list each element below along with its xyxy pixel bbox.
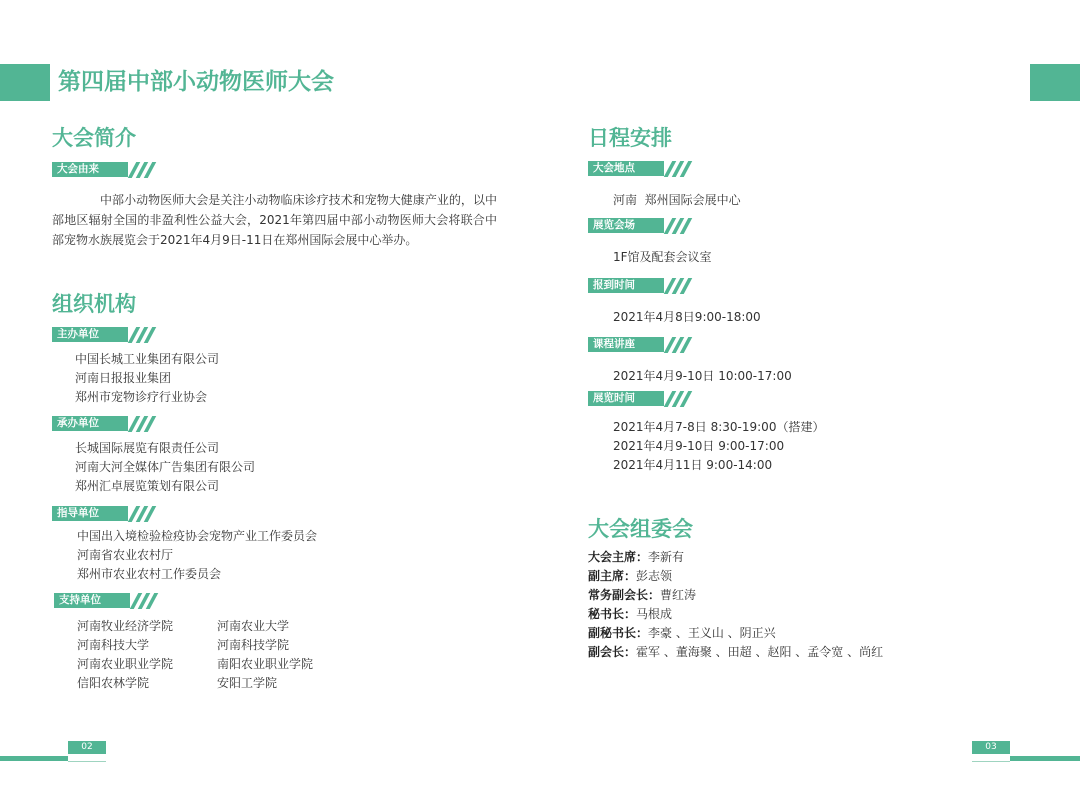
venue-value: 河南 郑州国际会展中心 bbox=[613, 193, 741, 207]
register-tag bbox=[588, 278, 692, 293]
committee-role: 大会主席： bbox=[588, 550, 649, 564]
intro-tag bbox=[52, 162, 156, 177]
stripes-decoration bbox=[132, 162, 156, 178]
committee-role: 副会长： bbox=[588, 645, 637, 659]
committee-names: 李新有 bbox=[648, 550, 685, 564]
intro-section-title: 大会简介 bbox=[52, 126, 136, 150]
page-number-underline bbox=[68, 761, 106, 762]
committee-section-title: 大会组委会 bbox=[588, 517, 693, 541]
table-row bbox=[77, 674, 313, 693]
support-tag-label: 支持单位 bbox=[54, 593, 130, 608]
list-item bbox=[588, 643, 883, 662]
intro-paragraph bbox=[52, 190, 497, 250]
host-tag bbox=[52, 327, 156, 342]
stripes-decoration bbox=[134, 593, 158, 609]
support-tag bbox=[54, 593, 158, 608]
footer-bar-left bbox=[0, 756, 68, 761]
committee-role: 副秘书长： bbox=[588, 626, 649, 640]
schedule-section-title: 日程安排 bbox=[588, 126, 672, 150]
stripes-decoration bbox=[668, 337, 692, 353]
list-item: 郑州汇卓展览策划有限公司 bbox=[75, 479, 220, 493]
list-item: 郑州市宠物诊疗行业协会 bbox=[75, 390, 208, 404]
register-value: 2021年4月8日9:00-18:00 bbox=[613, 310, 761, 324]
list-item: 河南省农业农村厅 bbox=[77, 548, 174, 562]
committee-role: 秘书长： bbox=[588, 607, 637, 621]
register-tag-label: 报到时间 bbox=[588, 278, 664, 293]
venue-tag-label: 大会地点 bbox=[588, 161, 664, 176]
list-item: 安阳工学院 bbox=[217, 676, 278, 690]
exhibit-tag bbox=[588, 391, 692, 406]
list-item: 南阳农业职业学院 bbox=[217, 657, 314, 671]
list-item: 信阳农林学院 bbox=[77, 676, 150, 690]
committee-names: 彭志领 bbox=[636, 569, 673, 583]
table-row bbox=[77, 636, 313, 655]
committee-names: 李豪 、王义山 、阴正兴 bbox=[648, 626, 776, 640]
committee-list bbox=[588, 548, 883, 662]
committee-names: 曹红涛 bbox=[660, 588, 697, 602]
exhibit-list bbox=[613, 418, 824, 475]
stripes-decoration bbox=[132, 327, 156, 343]
organizer-list bbox=[75, 439, 255, 496]
host-list bbox=[75, 350, 219, 407]
page-number-right: 03 bbox=[972, 741, 1010, 754]
stripes-decoration bbox=[668, 391, 692, 407]
stripes-decoration bbox=[132, 506, 156, 522]
list-item: 河南大河全媒体广告集团有限公司 bbox=[75, 460, 256, 474]
list-item bbox=[588, 548, 883, 567]
host-tag-label: 主办单位 bbox=[52, 327, 128, 342]
page-number-left: 02 bbox=[68, 741, 106, 754]
support-list bbox=[77, 617, 313, 693]
list-item bbox=[588, 605, 883, 624]
committee-role: 副主席： bbox=[588, 569, 637, 583]
list-item: 郑州市农业农村工作委员会 bbox=[77, 567, 222, 581]
venue-tag bbox=[588, 161, 692, 176]
list-item: 2021年4月7-8日 8:30-19:00（搭建） bbox=[613, 420, 825, 434]
list-item: 河南科技学院 bbox=[217, 638, 290, 652]
intro-text: 中部小动物医师大会是关注小动物临床诊疗技术和宠物大健康产业的，以中部地区辐射全国的非盈利性公益大会，2021年第四届中部小动物医师大会将联合中部宠物水族展览会于2021年4月9日-11日在郑州国际会展中心举办。 bbox=[52, 193, 497, 247]
lecture-tag-label: 课程讲座 bbox=[588, 337, 664, 352]
list-item: 长城国际展览有限责任公司 bbox=[75, 441, 220, 455]
guide-tag-label: 指导单位 bbox=[52, 506, 128, 521]
lecture-value: 2021年4月9-10日 10:00-17:00 bbox=[613, 369, 792, 383]
list-item: 河南农业职业学院 bbox=[77, 657, 174, 671]
organizer-tag bbox=[52, 416, 156, 431]
list-item: 河南科技大学 bbox=[77, 638, 150, 652]
guide-list bbox=[77, 527, 317, 584]
list-item bbox=[588, 586, 883, 605]
list-item: 2021年4月11日 9:00-14:00 bbox=[613, 458, 773, 472]
table-row bbox=[77, 617, 313, 636]
stripes-decoration bbox=[132, 416, 156, 432]
header-accent-bar-left bbox=[0, 64, 50, 101]
header-accent-bar-right bbox=[1030, 64, 1080, 101]
guide-tag bbox=[52, 506, 156, 521]
committee-role: 常务副会长： bbox=[588, 588, 661, 602]
page-title: 第四届中部小动物医师大会 bbox=[58, 69, 334, 95]
table-row bbox=[77, 655, 313, 674]
footer-bar-right bbox=[1010, 756, 1080, 761]
org-section-title: 组织机构 bbox=[52, 292, 136, 316]
list-item: 河南牧业经济学院 bbox=[77, 619, 174, 633]
list-item bbox=[588, 567, 883, 586]
list-item: 河南日报报业集团 bbox=[75, 371, 172, 385]
intro-tag-label: 大会由来 bbox=[52, 162, 128, 177]
stripes-decoration bbox=[668, 161, 692, 177]
committee-names: 马根成 bbox=[636, 607, 673, 621]
hall-tag-label: 展览会场 bbox=[588, 218, 664, 233]
stripes-decoration bbox=[668, 278, 692, 294]
list-item bbox=[588, 624, 883, 643]
page-number-underline bbox=[972, 761, 1010, 762]
lecture-tag bbox=[588, 337, 692, 352]
list-item: 2021年4月9-10日 9:00-17:00 bbox=[613, 439, 785, 453]
hall-value: 1F馆及配套会议室 bbox=[613, 250, 712, 264]
hall-tag bbox=[588, 218, 692, 233]
list-item: 河南农业大学 bbox=[217, 619, 290, 633]
list-item: 中国出入境检验检疫协会宠物产业工作委员会 bbox=[77, 529, 318, 543]
exhibit-tag-label: 展览时间 bbox=[588, 391, 664, 406]
committee-names: 霍军 、董海聚 、田超 、赵阳 、孟令宽 、尚红 bbox=[636, 645, 884, 659]
organizer-tag-label: 承办单位 bbox=[52, 416, 128, 431]
list-item: 中国长城工业集团有限公司 bbox=[75, 352, 220, 366]
stripes-decoration bbox=[668, 218, 692, 234]
